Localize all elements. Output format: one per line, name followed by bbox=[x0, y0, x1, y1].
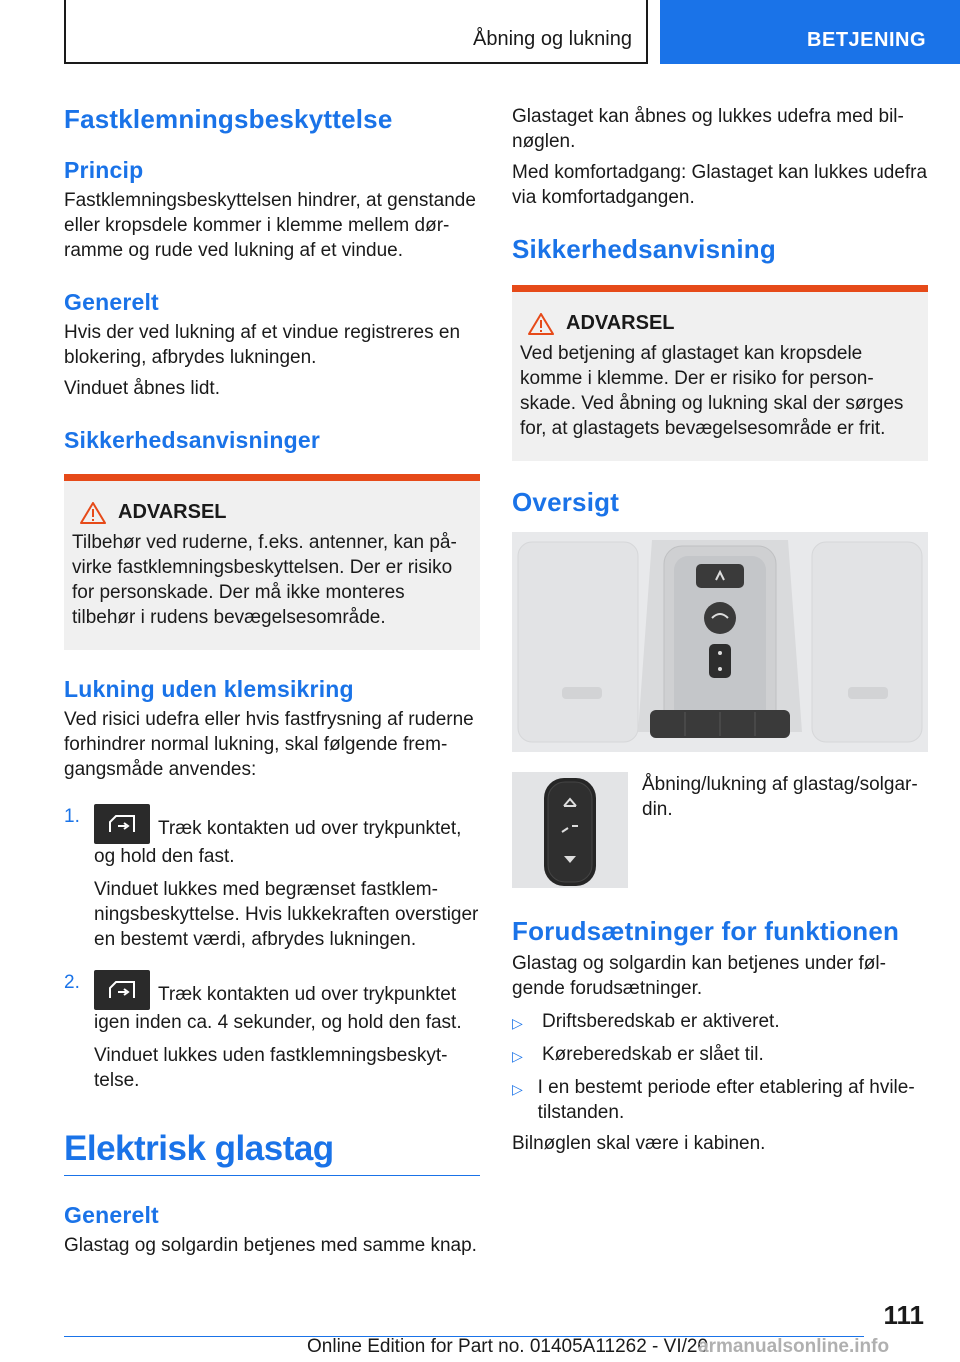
footer-edition: Online Edition for Part no. 01405A11262 - VI/20 bbox=[307, 1336, 709, 1357]
roof-console-photo bbox=[512, 532, 928, 752]
paragraph-princip: Fastklemningsbeskyttelsen hindrer, at genstande eller kropsdele kommer i klemme mellem dørramme og rude ved lukning af et vindue. bbox=[64, 190, 476, 261]
heading-elektrisk-glastag: Elektrisk glastag bbox=[64, 1129, 334, 1168]
triangle-bullet-icon: ▷ bbox=[512, 1015, 523, 1031]
step-sub-text: Vinduet lukkes uden fastklemningsbeskyttelse. bbox=[94, 1045, 448, 1091]
paragraph-right-2: Med komfortadgang: Glastaget kan lukkes udefra via komfortadgangen. bbox=[512, 162, 928, 208]
window-switch-icon bbox=[94, 804, 150, 844]
step-2 bbox=[64, 970, 480, 1093]
warning-text: Tilbehør ved ruderne, f.eks. antenner, kan påvirke fastklemningsbeskyttelsen. Der er risiko for personskade. Der må ikke monteres tilbehør i rudens bevægelsesområde. bbox=[72, 532, 457, 628]
paragraph-forudsaetninger: Glastag og solgardin kan betjenes under følgende forudsætninger. bbox=[512, 953, 886, 999]
chapter-heading-block bbox=[64, 1129, 480, 1176]
switch-detail-photo bbox=[512, 772, 628, 888]
paragraph-generelt-2: Vinduet åbnes lidt. bbox=[64, 378, 220, 399]
list-item: ▷ Driftsberedskab er aktiveret. bbox=[512, 1009, 928, 1036]
step-sub-text: Vinduet lukkes med begrænset fastklemningsbeskyttelse. Hvis lukkekraften overstiger en bestemt værdi, afbrydes lukningen. bbox=[94, 879, 479, 950]
warning-title: ADVARSEL bbox=[80, 501, 472, 524]
heading-sikkerhedsanvisninger: Sikkerhedsanvisninger bbox=[64, 427, 321, 453]
step-number: 2. bbox=[64, 972, 80, 993]
detail-row bbox=[512, 772, 928, 888]
warning-box bbox=[64, 474, 480, 650]
footer-watermark: armanualsonline.info bbox=[698, 1336, 890, 1357]
heading-princip: Princip bbox=[64, 157, 144, 183]
heading-sikkerhedsanvisning: Sikkerhedsanvisning bbox=[512, 234, 776, 264]
bullet-list bbox=[512, 1009, 928, 1125]
left-column bbox=[64, 100, 480, 1258]
warning-box bbox=[512, 285, 928, 461]
paragraph-generelt-3: Glastag og solgardin betjenes med samme knap. bbox=[64, 1235, 477, 1256]
list-item: ▷ I en bestemt periode efter etablering af hviletilstanden. bbox=[512, 1077, 915, 1123]
warning-triangle-icon bbox=[80, 502, 106, 524]
warning-triangle-icon bbox=[528, 313, 554, 335]
heading-lukning-uden-klemsikring: Lukning uden klemsikring bbox=[64, 676, 354, 702]
heading-generelt: Generelt bbox=[64, 289, 159, 315]
heading-generelt-2: Generelt bbox=[64, 1202, 159, 1228]
step-number: 1. bbox=[64, 806, 80, 827]
header-section-box bbox=[64, 0, 648, 64]
list-item: ▷ Køreberedskab er slået til. bbox=[512, 1042, 928, 1069]
paragraph-generelt-1: Hvis der ved lukning af et vindue registreres en blokering, afbrydes lukningen. bbox=[64, 322, 461, 368]
warning-title: ADVARSEL bbox=[528, 312, 920, 335]
paragraph-end: Bilnøglen skal være i kabinen. bbox=[512, 1133, 766, 1154]
triangle-bullet-icon: ▷ bbox=[512, 1048, 523, 1064]
page-number: 111 bbox=[883, 1300, 924, 1330]
triangle-bullet-icon: ▷ bbox=[512, 1081, 523, 1097]
roof-console-illustration bbox=[512, 532, 928, 752]
step-text: Træk kontakten ud over trykpunktet, og hold den fast. bbox=[94, 818, 462, 867]
warning-text: Ved betjening af glastaget kan kropsdele komme i klemme. Der er risiko for personskade. Ved åbning og lukning skal der sørges for, at glastagets bevægelsesområde er frit. bbox=[520, 343, 904, 439]
photo-caption: Åbning/lukning af glastag/solgardin. bbox=[642, 774, 918, 820]
step-1 bbox=[64, 804, 480, 952]
header-section-title: Åbning og lukning bbox=[472, 28, 632, 50]
roof-switch-icon bbox=[512, 772, 628, 888]
right-column bbox=[512, 100, 928, 1156]
paragraph-right-1: Glastaget kan åbnes og lukkes udefra med bilnøglen. bbox=[512, 106, 904, 152]
step-text: Træk kontakten ud over trykpunktet igen inden ca. 4 sekunder, og hold den fast. bbox=[94, 984, 462, 1033]
heading-fastklemningsbeskyttelse: Fastklemningsbeskyttelse bbox=[64, 104, 393, 134]
header-chapter-label: BETJENING bbox=[807, 29, 926, 51]
heading-forudsaetninger: Forudsætninger for funktionen bbox=[512, 916, 900, 946]
paragraph-lukning: Ved risici udefra eller hvis fastfrysning af ruderne forhindrer normal lukning, skal følgende fremgangsmåde anvendes: bbox=[64, 709, 474, 780]
window-switch-icon bbox=[94, 970, 150, 1010]
heading-oversigt: Oversigt bbox=[512, 487, 620, 517]
header-chapter-tab bbox=[660, 0, 960, 64]
